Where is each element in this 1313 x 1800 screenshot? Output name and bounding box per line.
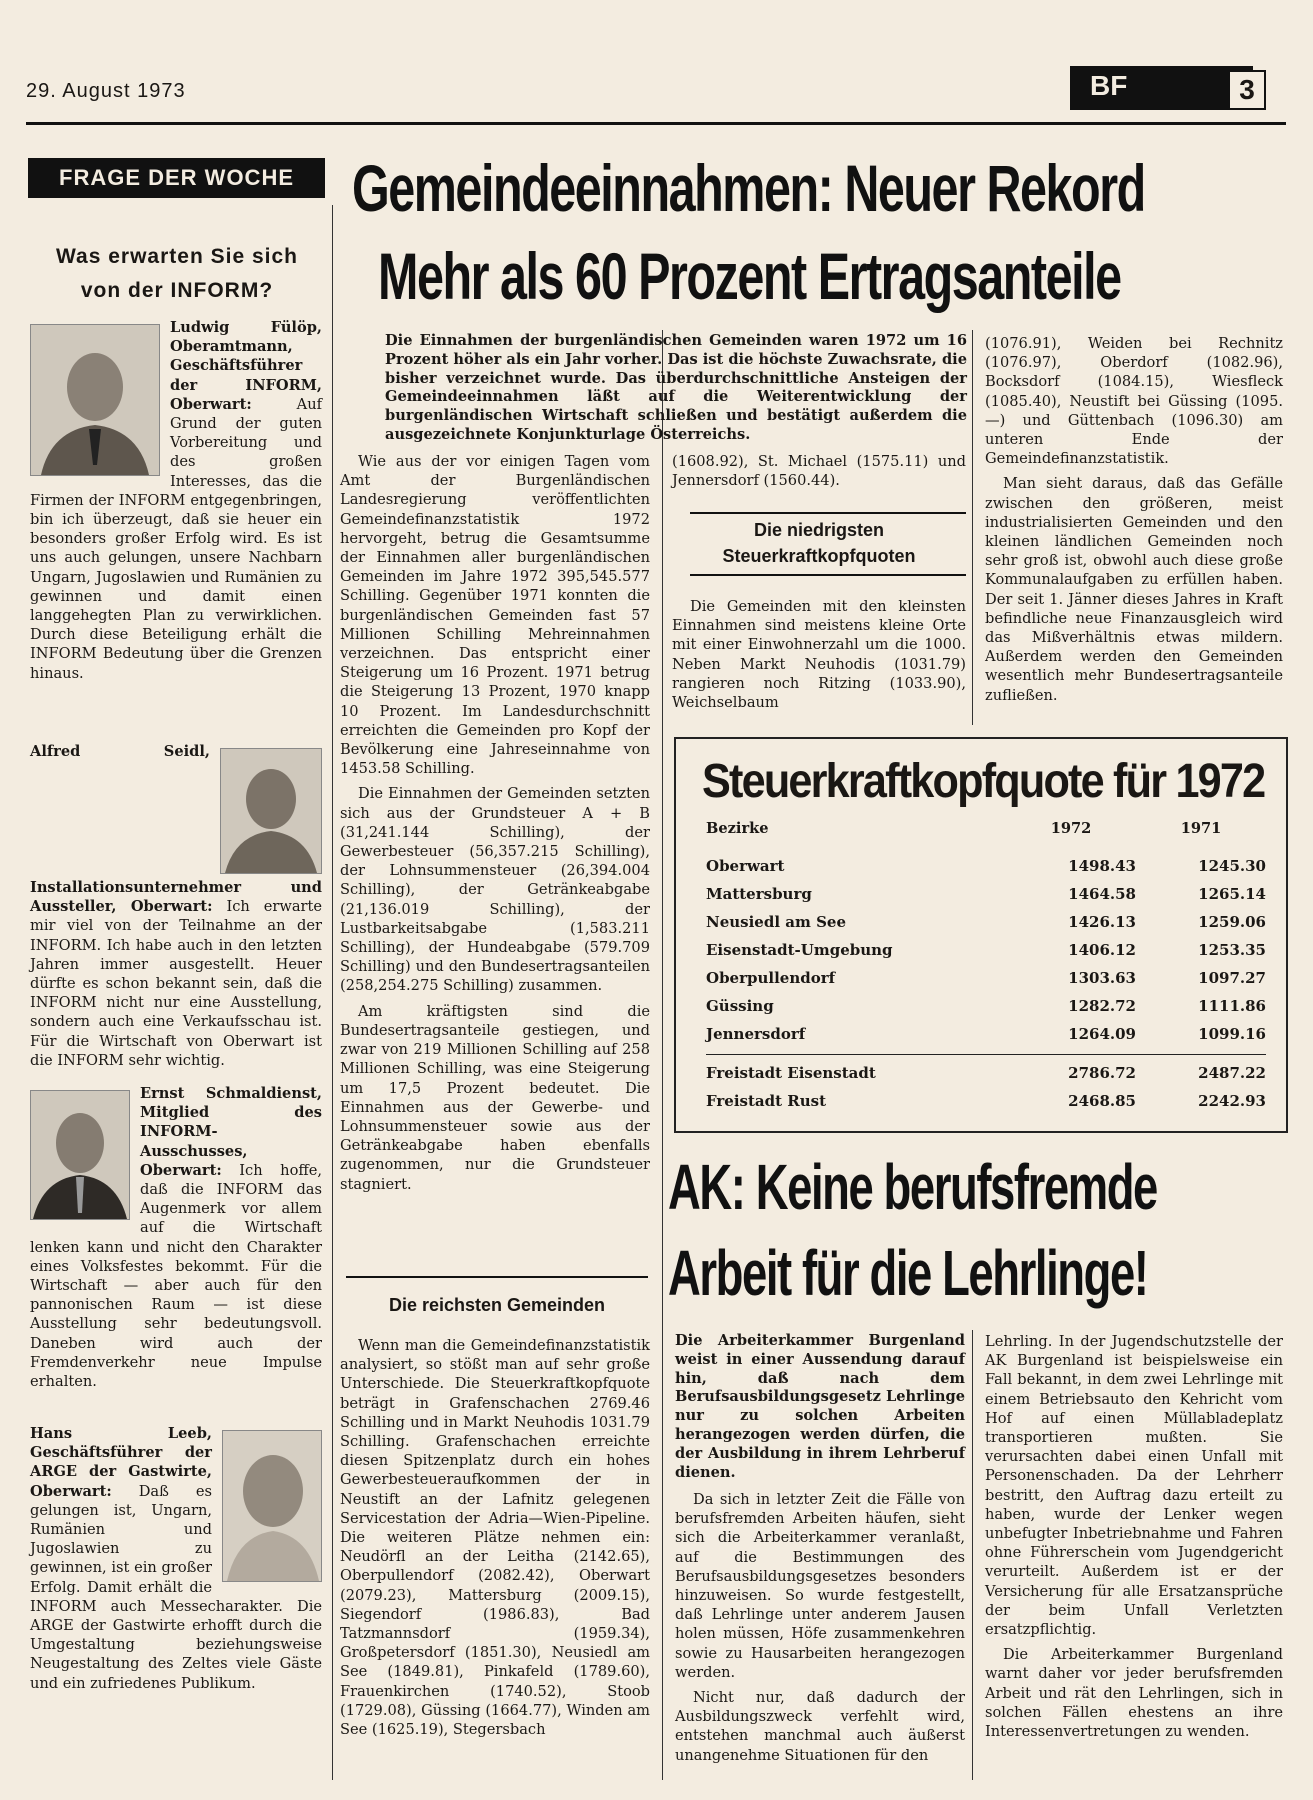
value-1971: 2242.93 [1198, 1092, 1266, 1110]
article1-niedrigste-text [672, 597, 966, 718]
column-rule [662, 330, 663, 1780]
statement-text: Ich hoffe, daß die INFORM das Augenmerk vor allem auf die Wirtschaft lenken kann und nicht den Charakter eines Volksfestes bekommt. Für die Wirtschaft — aber auch für den pannonischen Raum — ist diese Ausstellung sehr bedeutungsvoll. Daneben wird auch der Fremdenverkehr neue Impulse erhalten. [30, 1161, 322, 1391]
column-rule [332, 205, 333, 1780]
statement-2 [30, 742, 322, 1070]
sidebar-question-line1: Was erwarten Sie sich [56, 245, 298, 268]
statement-name: Ernst Schmaldienst, Mitglied des INFORM-Ausschusses, Oberwart: [140, 1085, 322, 1179]
person-icon [223, 1431, 321, 1581]
article2-headline-1: AK: Keine berufsfremde [668, 1151, 1157, 1223]
table-row [706, 964, 1266, 992]
portrait-photo [222, 1430, 322, 1582]
sidebar-question-line2: von der INFORM? [80, 279, 274, 302]
district-name: Jennersdorf [706, 1025, 806, 1043]
district-name: Oberwart [706, 857, 785, 875]
value-1972: 1406.12 [1068, 941, 1136, 959]
statement-text: Ich erwarte mir viel von der Teilnahme an der INFORM. Ich habe auch in den letzten Jahren immer ausgestellt. Heuer dürfte es schon bekannt sein, daß die INFORM nicht nur eine Ausstellung, sondern auch eine Verkaufsschau ist. Für die Wirtschaft von Oberwart ist die INFORM sehr wichtig. [30, 898, 323, 1069]
table-row [706, 936, 1266, 964]
value-1972: 2468.85 [1068, 1092, 1136, 1110]
top-rule [26, 122, 1286, 125]
paragraph: Wie aus der vor einigen Tagen vom Amt der Burgenländischen Landesregierung veröffentlichten Gemeindefinanzstatistik 1972 hervorgeht, betrug die Gesamtsumme der Einnahmen aller burgenländischen Gemeinden im Jahre 1972 395,545.577 Schilling. Gegenüber 1971 konnten die burgenländischen Gemeinden fast 57 Millionen Schilling Mehreinnahmen verzeichnen. Das entspricht einer Steigerung um 16 Prozent. 1971 betrug die Steigerung 13 Prozent, 1970 knapp 10 Prozent. Im Landesdurchschnitt erreichten die Gemeinden pro Kopf der Bevölkerung eine Jahreseinnahme von 1453.58 Schilling. [340, 453, 650, 778]
paragraph: Da sich in letzter Zeit die Fälle von berufsfremden Arbeiten häufen, sieht sich die Arbeiterkammer veranlaßt, auf die Bestimmungen des Berufsausbildungsgesetzes besonders hinzuweisen. So wurde festgestellt, daß Lehrlinge unter anderem Jausen holen müssen, Höfe zusammenkehren sowie zu Hausarbeiten herangezogen werden. [675, 1491, 965, 1681]
article2-lead: Die Arbeiterkammer Burgenland weist in einer Aussendung darauf hin, daß nach dem Berufsausbildungsgesetz Lehrlinge nur zu solchen Arbeiten herangezogen werden dürfen, die der Ausbildung in ihrem Lehrberuf dienen. [675, 1332, 965, 1481]
district-name: Güssing [706, 997, 774, 1015]
statement-4 [30, 1424, 322, 1693]
person-icon [31, 1091, 129, 1219]
page-number: 3 [1228, 70, 1266, 110]
column-rule [972, 330, 973, 725]
value-1972: 2786.72 [1068, 1064, 1136, 1082]
paragraph: Wenn man die Gemeindefinanzstatistik analysiert, so stößt man auf sehr große Unterschiede. Die Steuerkraftkopfquote beträgt in Grafenschachen 2769.46 Schilling und in Markt Neuhodis 1031.79 Schilling. Grafenschachen erreichte diesen Spitzenplatz durch ein hohes Gewerbesteueraufkommen der in Neustift an der Lafnitz gelegenen Servicestation der Adria—Wien-Pipeline. Die weiteren Plätze nehmen ein: Neudörfl an der Leitha (2142.65), Oberpullendorf (2082.42), Oberwart (2079.23), Mattersburg (2009.15), Siegendorf (1986.83), Bad Tatzmannsdorf (1959.34), Großpetersdorf (1851.30), Neusiedl am See (1849.81), Pinkafeld (1789.60), Frauenkirchen (1740.52), Stoob (1729.08), Güssing (1664.77), Winden am See (1625.19), Stegersbach [340, 1337, 650, 1739]
value-1972: 1282.72 [1068, 997, 1136, 1015]
article1-headline-1: Gemeindeeinnahmen: Neuer Rekord [352, 151, 1145, 225]
city-name: Freistadt Rust [706, 1092, 827, 1110]
paragraph: Am kräftigsten sind die Bundesertragsanteile gestiegen, und zwar von 219 Millionen Schilling auf 258 Millionen Schilling, was eine Steigerung um 17,5 Prozent bedeutet. Die Einnahmen aus der Gewerbe- und Lohnsummensteuer sowie aus der Getränkeabgabe haben ebenfalls zugenommen, nur die Grundsteuer stagniert. [340, 1002, 650, 1193]
table-row [706, 1020, 1266, 1048]
district-name: Eisenstadt-Umgebung [706, 941, 893, 959]
paragraph: Nicht nur, daß dadurch der Ausbildungszweck verfehlt wird, entstehen manchmal auch äußerst unangenehme Situationen für den [675, 1689, 965, 1764]
value-1972: 1426.13 [1068, 913, 1136, 931]
article2-column-2 [985, 1332, 1283, 1747]
value-1971: 1245.30 [1198, 857, 1266, 875]
statement-1 [30, 318, 322, 683]
value-1971: 1253.35 [1198, 941, 1266, 959]
column-header-district: Bezirke [706, 819, 769, 837]
table-row [706, 1087, 1266, 1115]
subhead-niedrigste-line2: Steuerkraftkopfquoten [722, 546, 916, 566]
subhead-reichste-gemeinden: Die reichsten Gemeinden [388, 1295, 606, 1315]
article1-reichste-text [340, 1336, 650, 1745]
value-1971: 1259.06 [1198, 913, 1266, 931]
article1-column-1 [340, 452, 650, 1200]
paragraph: Die Arbeiterkammer Burgenland warnt daher vor jeder berufsfremden Arbeit und rät den Lehrlingen, sich in solchen Fällen ehestens an ihre Interessenvertretungen zu wenden. [985, 1646, 1283, 1741]
article1-column-2 [672, 452, 966, 496]
section-rule [690, 512, 966, 514]
paragraph: (1076.91), Weiden bei Rechnitz (1076.97), Oberdorf (1082.96), Bocksdorf (1084.15), Wiesfleck (1085.40), Neustift bei Güssing (1095.—) und Güttenbach (1096.30) am unteren Ende der Gemeindefinanzstatistik. [985, 335, 1283, 468]
table-row [706, 992, 1266, 1020]
value-1972: 1264.09 [1068, 1025, 1136, 1043]
article1-headline-2: Mehr als 60 Prozent Ertragsanteile [378, 239, 1121, 313]
value-1971: 1265.14 [1198, 885, 1266, 903]
portrait-photo [220, 748, 322, 874]
article1-column-3 [985, 334, 1283, 711]
district-name: Neusiedl am See [706, 913, 846, 931]
paragraph: (1608.92), St. Michael (1575.11) und Jennersdorf (1560.44). [672, 453, 966, 490]
person-icon [221, 749, 321, 873]
issue-date: 29. August 1973 [26, 80, 186, 102]
table-row [706, 880, 1266, 908]
tax-table-title: Steuerkraftkopfquote für 1972 [702, 755, 1265, 808]
frage-der-woche-badge: FRAGE DER WOCHE [28, 158, 325, 198]
paragraph: Man sieht daraus, daß das Gefälle zwischen den größeren, meist industrialisierten Gemeinden und den kleinen ländlichen Gemeinden noch sehr groß ist, obwohl auch diese große Kommunalaufgaben zu erfüllen haben. Der seit 1. Jänner dieses Jahres in Kraft befindliche neue Finanzausgleich wird das Mißverhältnis etwas mildern. Außerdem werden den Gemeinden wesentlich mehr Bundesertragsanteile zufließen. [985, 475, 1283, 704]
paragraph: Die Einnahmen der Gemeinden setzten sich aus der Grundsteuer A + B (31,241.144 Schilling), der Gewerbesteuer (56,357.215 Schilling), der Lohnsummensteuer (26,394.004 Schilling), der Getränkeabgabe (21,136.019 Schilling), der Lustbarkeitsabgabe (1,583.211 Schilling), der Hundeabgabe (579.709 Schilling) und den Bundesertragsanteilen (258,254.275 Schilling) zusammen. [340, 785, 650, 995]
statement-name: Hans Leeb, Geschäftsführer der ARGE der Gastwirte, Oberwart: [30, 1425, 212, 1500]
column-rule [972, 1330, 973, 1780]
person-icon [31, 325, 159, 475]
section-rule [346, 1276, 648, 1278]
value-1971: 1111.86 [1198, 997, 1266, 1015]
city-name: Freistadt Eisenstadt [706, 1064, 876, 1082]
value-1971: 1099.16 [1198, 1025, 1266, 1043]
paragraph: Die Gemeinden mit den kleinsten Einnahmen sind meistens kleine Orte mit einer Einwohnerzahl um die 1000. Neben Markt Neuhodis (1031.79) rangieren noch Ritzing (1033.90), Weichselbaum [672, 598, 966, 712]
column-header-1972: 1972 [1050, 819, 1092, 837]
table-row [706, 908, 1266, 936]
value-1971: 2487.22 [1198, 1064, 1266, 1082]
table-row [706, 1059, 1266, 1087]
article2-headline-2: Arbeit für die Lehrlinge! [668, 1237, 1148, 1309]
section-label: BF [1090, 70, 1128, 101]
tax-table-header [706, 814, 1266, 842]
value-1972: 1464.58 [1068, 885, 1136, 903]
table-row [706, 852, 1266, 880]
district-name: Oberpullendorf [706, 969, 836, 987]
value-1972: 1498.43 [1068, 857, 1136, 875]
subhead-niedrigste-line1: Die niedrigsten [753, 520, 885, 540]
statement-text: Auf Grund der guten Vorbereitung und des großen Interesses, das die Firmen der INFORM entgegenbringen, bin ich überzeugt, daß sie heuer ein besonders großer Erfolg wird. Es ist uns auch gelungen, unsere Nachbarn Ungarn, Jugoslawien und Rumänien zu gewinnen und damit einen langgehegten Plan zu verwirklichen. Durch diese Beteiligung erhält die INFORM Bedeutung über die Grenzen hinaus. [30, 395, 322, 682]
statement-3 [30, 1084, 322, 1391]
statement-text: Daß es gelungen ist, Ungarn, Rumänien und Jugoslawien zu gewinnen, ist ein großer Erfolg. Damit erhält die INFORM auch Messecharakter. Die ARGE der Gastwirte erhofft durch die Umgestaltung beziehungsweise Neugestaltung des Zeltes viele Gäste und ein zufriedenes Publikum. [30, 1482, 322, 1692]
table-divider [706, 1054, 1266, 1055]
article2-column-1 [675, 1490, 965, 1771]
paragraph: Lehrling. In der Jugendschutzstelle der AK Burgenland ist beispielsweise ein Fall bekannt, in dem zwei Lehrlinge mit einem Betriebsauto den Kehricht vom Hof auf einen Müllabladeplatz transportieren mußten. Sie verursachten dabei einen Unfall mit Personenschaden. Da der Lehrherr bestritt, den Auftrag dazu erteilt zu haben, wurde der Lenker wegen unbefugter Inbetriebnahme und Fahren ohne Führerschein vom Jugendgericht verurteilt. Außerdem ist er der Versicherung für alle Ersatzansprüche der beim Unfall Verletzten ersatzpflichtig. [985, 1333, 1283, 1639]
column-header-1971: 1971 [1180, 819, 1222, 837]
subhead-niedrigste [672, 517, 966, 569]
district-name: Mattersburg [706, 885, 812, 903]
statement-name: Alfred Seidl, Installationsunternehmer und Aussteller, Oberwart: [30, 743, 322, 916]
portrait-photo [30, 324, 160, 476]
section-rule [690, 574, 966, 576]
portrait-photo [30, 1090, 130, 1220]
tax-table-body [706, 852, 1266, 1115]
article1-lead: Die Einnahmen der burgenländischen Gemeinden waren 1972 um 16 Prozent höher als ein Jahr vorher. Das ist die höchste Zuwachsrate, die bisher verzeichnet wurde. Das überdurchschnittliche Ansteigen der Gemeindeeinnahmen läßt auf die Weiterentwicklung der burgenländischen Wirtschaft schließen und bestätigt außerdem die ausgezeichnete Konjunkturlage Österreichs. [385, 332, 967, 443]
statement-name: Ludwig Fülöp, Oberamtmann, Geschäftsführer der INFORM, Oberwart: [170, 319, 322, 413]
sidebar-question [30, 240, 324, 308]
value-1971: 1097.27 [1198, 969, 1266, 987]
value-1972: 1303.63 [1068, 969, 1136, 987]
